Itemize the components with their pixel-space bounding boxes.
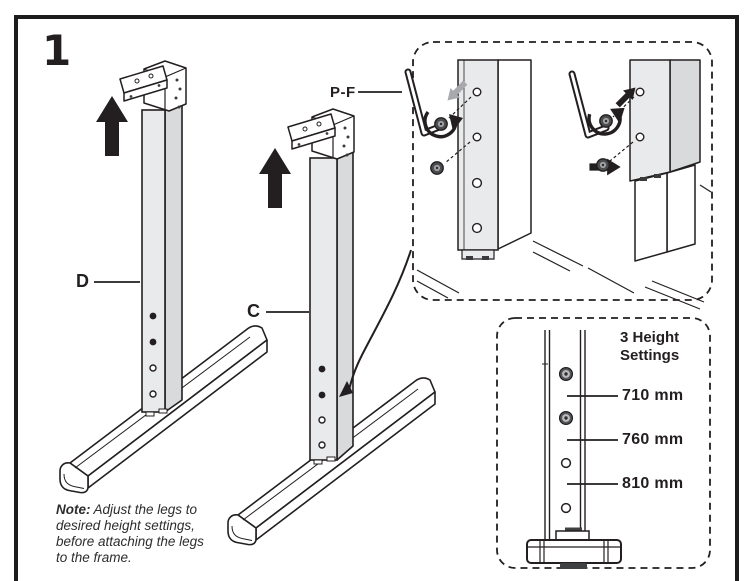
leg-d-illustration [60, 61, 267, 493]
leg-c-bracket [288, 109, 354, 159]
leg-d-hole-filled [150, 339, 157, 346]
hole-open [636, 133, 644, 141]
note-prefix: Note: [56, 502, 91, 517]
leg-c-hole-filled [319, 392, 326, 399]
leg-d-hole-open [150, 365, 156, 371]
leg-c-column [310, 151, 353, 464]
hole-open [473, 179, 482, 188]
height-screw-icon [560, 368, 573, 381]
height-settings-title: 3 Height Settings [620, 329, 680, 364]
height-screw-icon [560, 412, 573, 425]
leg-d-hole-filled [150, 313, 157, 320]
height-hole-open [562, 459, 571, 468]
hole-open [473, 224, 482, 233]
hole-open [473, 133, 481, 141]
inset1-after-panel [572, 60, 711, 309]
inset-screw-adjustment [408, 42, 712, 309]
part-label-c: C [247, 301, 260, 321]
leg-d-hole-open [150, 391, 156, 397]
leg-c-hole-filled [319, 366, 326, 373]
hole-open [636, 88, 644, 96]
height-hole-open [562, 504, 571, 513]
up-arrow-icon [96, 96, 128, 156]
screw-icon [435, 118, 447, 130]
step-number: 1 [42, 26, 71, 75]
height-option-810: 810 mm [622, 475, 684, 492]
tool-label-pf: P-F [330, 84, 356, 101]
inset1-before-panel [408, 60, 583, 298]
part-label-d: D [76, 271, 89, 291]
leg-d-column [142, 103, 182, 416]
height-leg-glide-foot [527, 528, 621, 570]
screw-icon [597, 159, 609, 171]
leg-c-hole-open [319, 442, 325, 448]
screw-icon [600, 115, 612, 127]
screw-icon [431, 162, 443, 174]
hole-open [473, 88, 481, 96]
height-option-760: 760 mm [622, 431, 684, 448]
leg-c-hole-open [319, 417, 325, 423]
up-arrow-icon [259, 148, 291, 208]
leg-d-bracket [120, 61, 186, 111]
height-option-710: 710 mm [622, 387, 684, 404]
assembly-note [56, 502, 218, 566]
note-text: Adjust the legs to desired height settings, before attaching the legs to the frame. [56, 502, 204, 565]
